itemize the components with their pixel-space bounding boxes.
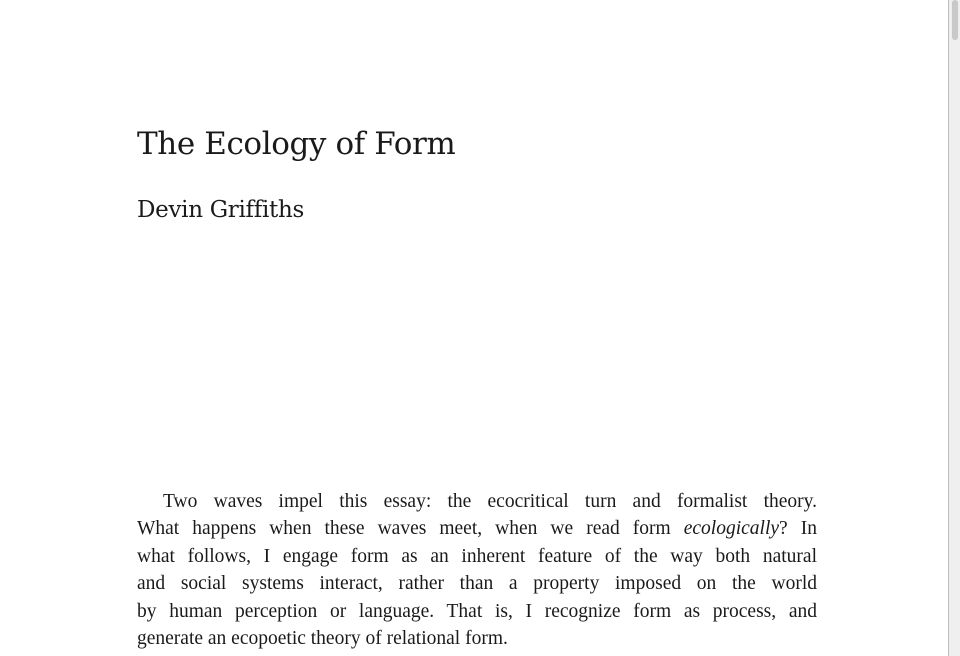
abstract-line-1: Two waves impel this essay: the ecocritical turn and formalist theory. <box>163 491 817 512</box>
emphasis-ecologically: ecologically <box>683 518 780 540</box>
abstract-line-2-pre: What happens when these waves meet, when we read form <box>137 518 684 540</box>
vertical-scrollbar[interactable] <box>948 0 960 656</box>
scrollbar-thumb[interactable] <box>952 0 958 40</box>
abstract-line-4: and social systems interact, rather than a property imposed on the world <box>137 573 817 595</box>
abstract-line-2 <box>137 515 817 542</box>
author-name: Devin Griffiths <box>137 197 304 223</box>
abstract-paragraph <box>137 488 817 652</box>
abstract-line-6: generate an ecopoetic theory of relational form. <box>137 628 508 650</box>
abstract-line-3: what follows, I engage form as an inherent feature of the way both natural <box>137 545 817 567</box>
abstract-line-2-post: ? In <box>779 518 817 540</box>
essay-title: The Ecology of Form <box>137 126 456 162</box>
abstract-line-5: by human perception or language. That is, I recognize form as process, and <box>137 600 817 622</box>
